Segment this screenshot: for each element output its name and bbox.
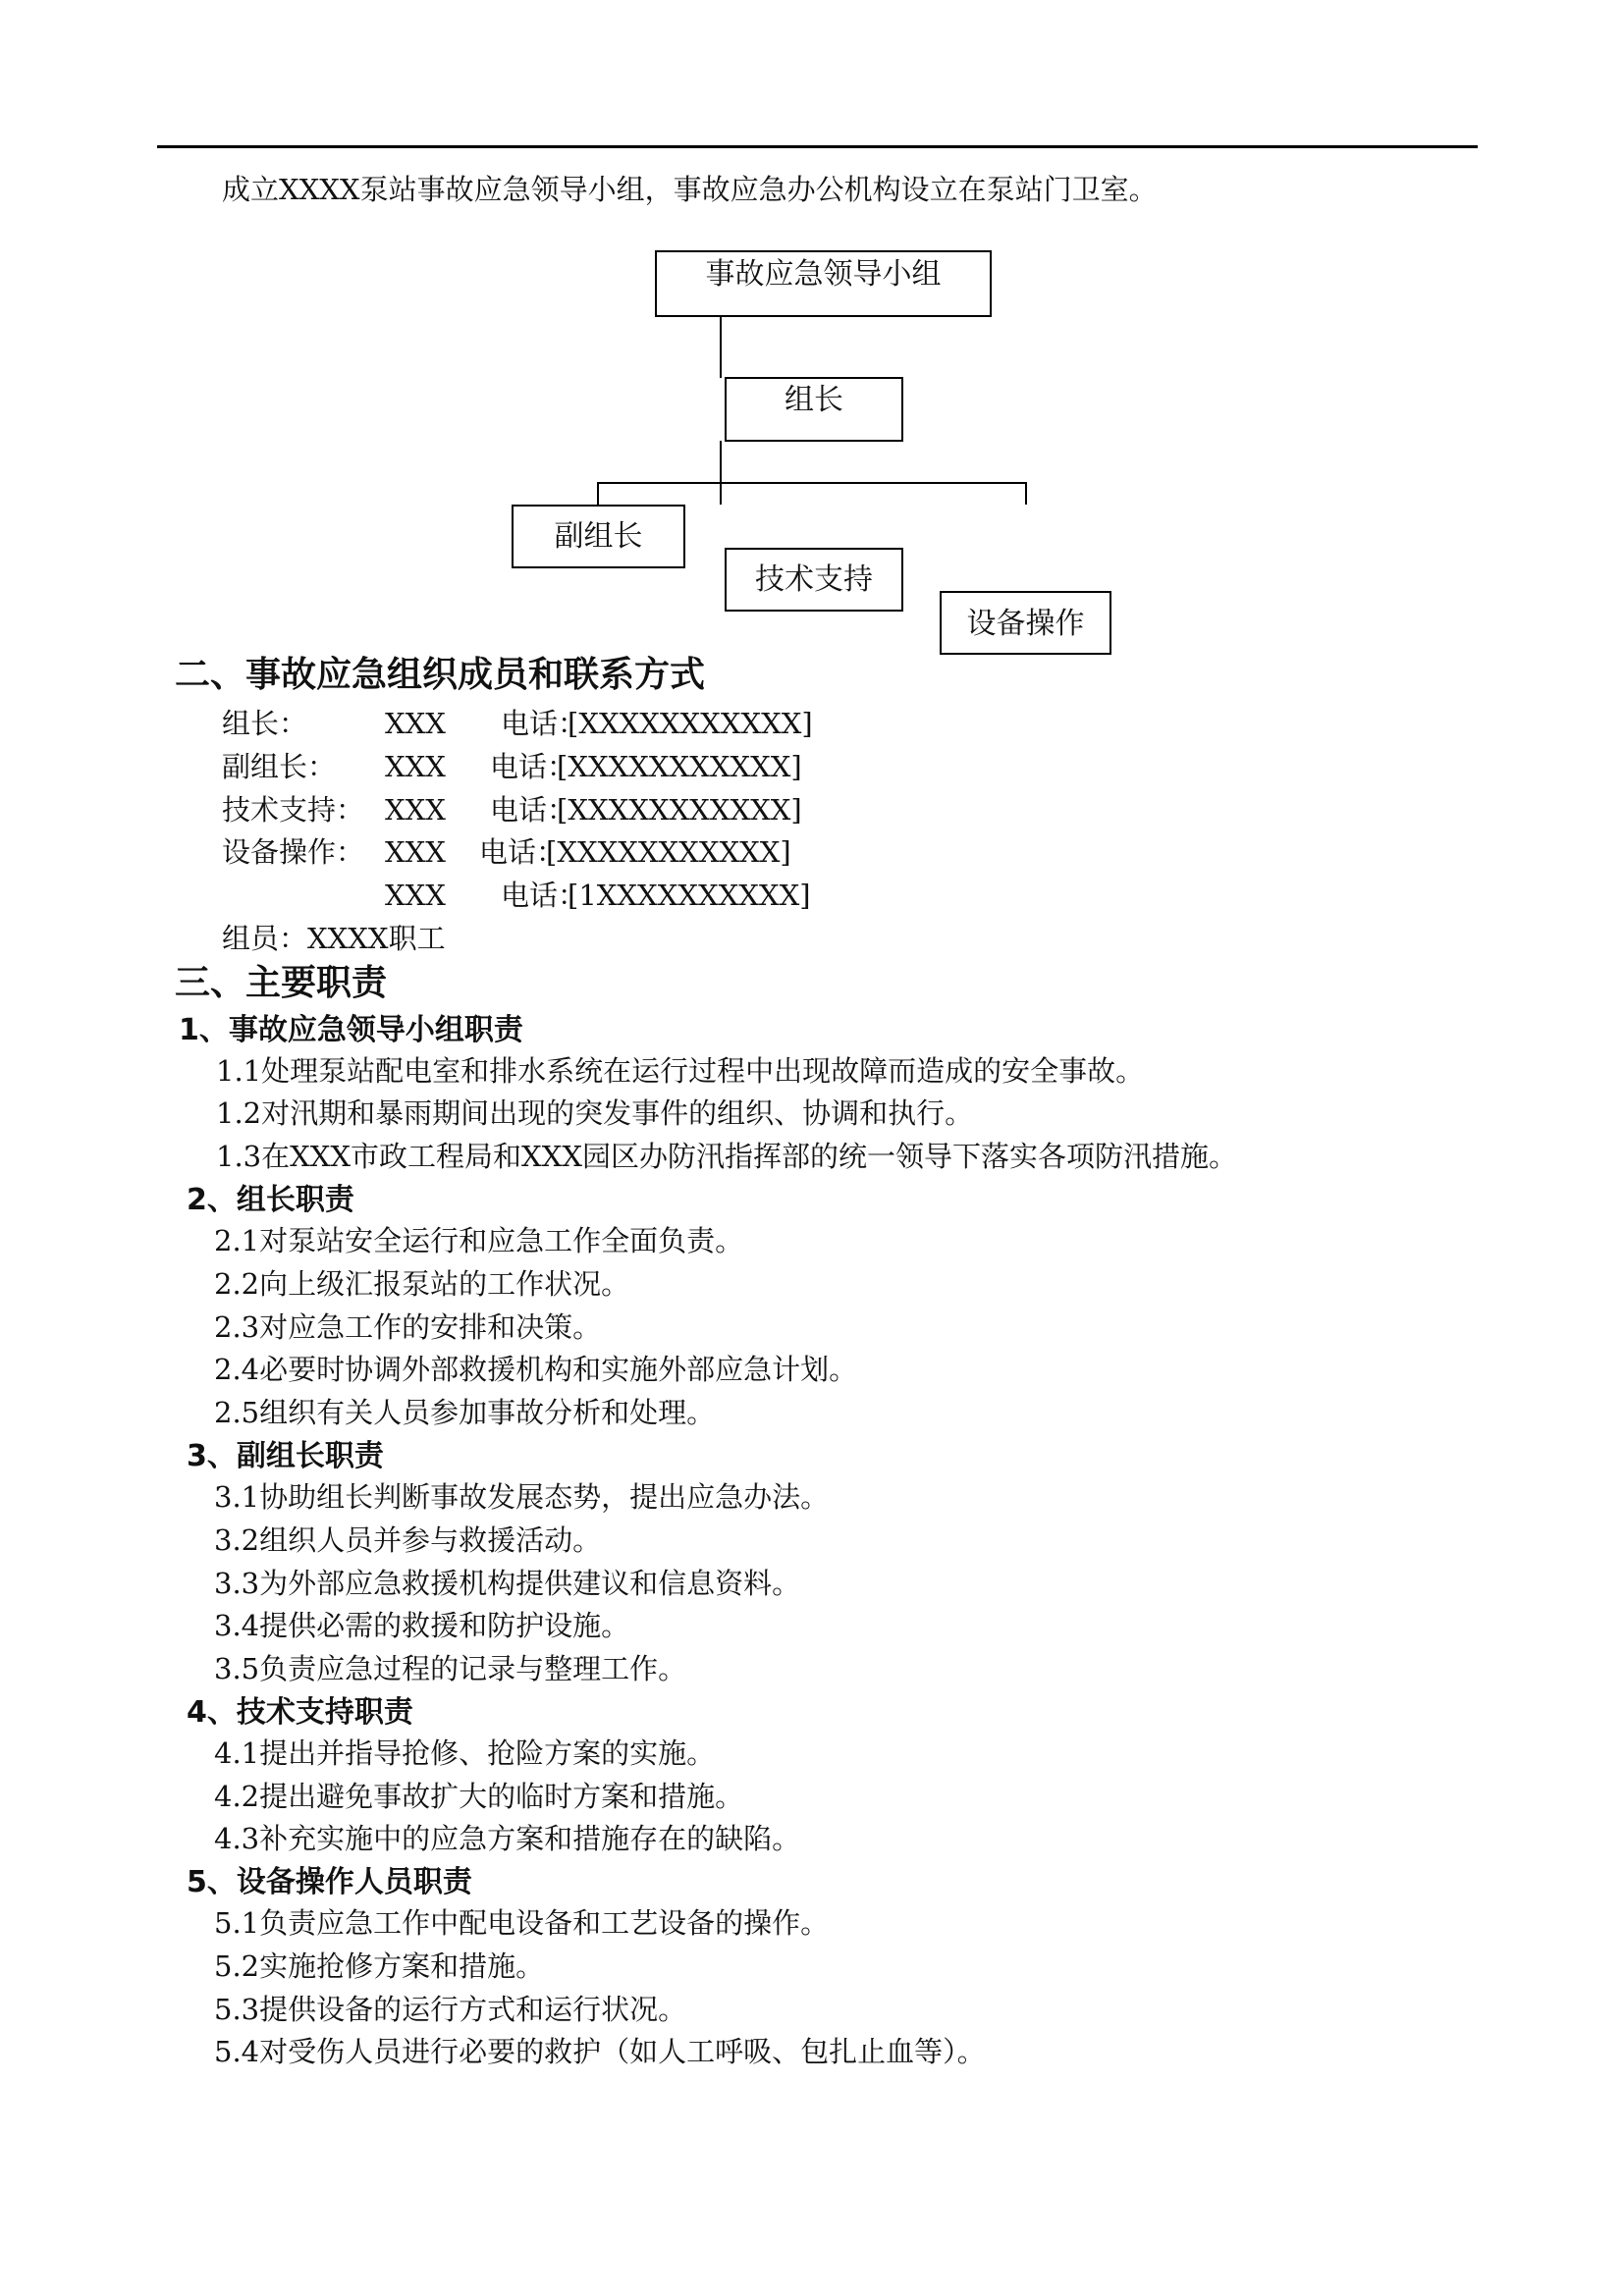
duty-item: 3.5负责应急过程的记录与整理工作。 <box>214 1652 687 1685</box>
org-box-deputy <box>512 505 685 568</box>
org-box-label: 组长 <box>785 383 843 417</box>
duty-item: 1.3在XXX市政工程局和XXX园区办防汛指挥部的统一领导下落实各项防汛措施。 <box>216 1140 1237 1173</box>
members-line: 组员：XXXX职工 <box>222 922 446 955</box>
contact-name: XXX <box>385 793 446 827</box>
contact-name: XXX <box>385 879 446 912</box>
connector-line <box>720 441 722 505</box>
duty-item: 4.3补充实施中的应急方案和措施存在的缺陷。 <box>214 1822 801 1855</box>
subsection-heading: 1、事故应急领导小组职责 <box>179 1013 523 1047</box>
contact-phone-label: 电话： <box>479 835 566 869</box>
org-box-label: 事故应急领导小组 <box>705 257 942 292</box>
contact-name: XXX <box>385 707 446 740</box>
contact-phone-label: 电话： <box>501 879 587 912</box>
connector-line <box>597 482 599 506</box>
connector-crossbar <box>597 482 1027 484</box>
contact-phone-label: 电话： <box>490 750 576 783</box>
section-heading: 二、事故应急组织成员和联系方式 <box>175 655 706 695</box>
contact-role: 技术支持： <box>222 793 365 827</box>
duty-item: 5.1负责应急工作中配电设备和工艺设备的操作。 <box>214 1906 830 1940</box>
duty-item: 4.2提出避免事故扩大的临时方案和措施。 <box>214 1780 744 1813</box>
org-box-tech-support <box>725 548 903 612</box>
duty-item: 2.4必要时协调外部救援机构和实施外部应急计划。 <box>214 1353 858 1386</box>
section-heading: 三、主要职责 <box>175 963 388 1003</box>
org-box-label: 设备操作 <box>966 607 1085 641</box>
duty-item: 4.1提出并指导抢修、抢险方案的实施。 <box>214 1736 716 1770</box>
intro-paragraph: 成立XXXX泵站事故应急领导小组，事故应急办公机构设立在泵站门卫室。 <box>222 173 1158 206</box>
duty-item: 5.3提供设备的运行方式和运行状况。 <box>214 1993 687 2026</box>
org-box-leader <box>725 377 903 442</box>
contact-name: XXX <box>385 835 446 869</box>
duty-item: 3.4提供必需的救援和防护设施。 <box>214 1609 630 1642</box>
org-box-equipment-operation <box>940 591 1111 655</box>
duty-item: 2.3对应急工作的安排和决策。 <box>214 1310 602 1344</box>
subsection-heading: 5、设备操作人员职责 <box>187 1865 472 1899</box>
contact-phone: [XXXXXXXXXXX] <box>557 793 802 827</box>
subsection-heading: 2、组长职责 <box>187 1183 354 1217</box>
duty-item: 5.4对受伤人员进行必要的救护（如人工呼吸、包扎止血等）。 <box>214 2035 986 2068</box>
contact-role: 设备操作： <box>222 835 365 869</box>
contact-role: 组长： <box>222 707 308 740</box>
subsection-heading: 3、副组长职责 <box>187 1439 384 1473</box>
duty-item: 3.3为外部应急救援机构提供建议和信息资料。 <box>214 1567 801 1600</box>
contact-role: 副组长： <box>222 750 337 783</box>
contact-phone-label: 电话： <box>501 707 587 740</box>
duty-item: 3.1协助组长判断事故发展态势，提出应急办法。 <box>214 1480 830 1514</box>
connector-line <box>1025 482 1027 505</box>
org-box-label: 副组长 <box>554 519 643 554</box>
duty-item: 5.2实施抢修方案和措施。 <box>214 1949 545 1983</box>
duty-item: 2.5组织有关人员参加事故分析和处理。 <box>214 1396 716 1429</box>
duty-item: 2.2向上级汇报泵站的工作状况。 <box>214 1267 630 1301</box>
contact-phone: [XXXXXXXXXXX] <box>568 707 813 740</box>
contact-name: XXX <box>385 750 446 783</box>
contact-phone: [XXXXXXXXXXX] <box>557 750 802 783</box>
duty-item: 3.2组织人员并参与救援活动。 <box>214 1523 602 1557</box>
connector-line <box>720 316 722 378</box>
contact-phone: [1XXXXXXXXXX] <box>568 879 811 912</box>
org-box-label: 技术支持 <box>755 562 873 597</box>
duty-item: 1.2对汛期和暴雨期间出现的突发事件的组织、协调和执行。 <box>216 1096 974 1130</box>
contact-phone: [XXXXXXXXXXX] <box>546 835 791 869</box>
duty-item: 2.1对泵站安全运行和应急工作全面负责。 <box>214 1224 744 1257</box>
org-box-root <box>655 250 992 317</box>
header-rule <box>157 145 1478 148</box>
contact-phone-label: 电话： <box>490 793 576 827</box>
subsection-heading: 4、技术支持职责 <box>187 1695 413 1730</box>
duty-item: 1.1处理泵站配电室和排水系统在运行过程中出现故障而造成的安全事故。 <box>216 1054 1145 1088</box>
